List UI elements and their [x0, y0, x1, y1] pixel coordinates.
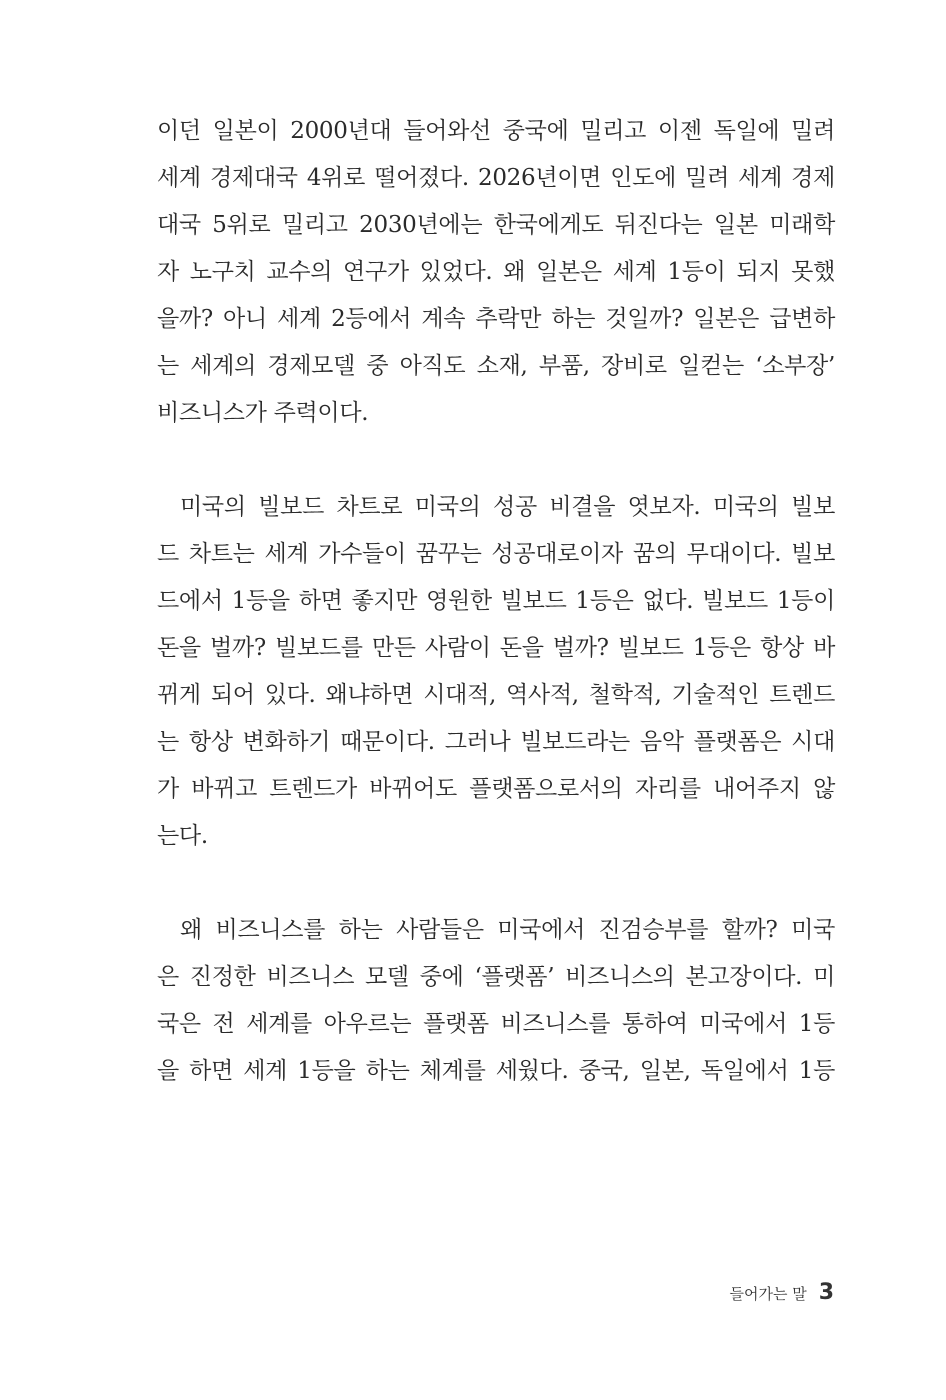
paragraph-gap [157, 860, 835, 907]
text-line: 뀌게 되어 있다. 왜냐하면 시대적, 역사적, 철학적, 기술적인 트렌드 [157, 682, 835, 708]
paragraph-1 [157, 108, 835, 437]
text-line: 는다. [157, 823, 208, 849]
text-line: 비즈니스가 주력이다. [157, 400, 369, 426]
page-number: 3 [818, 1280, 834, 1305]
text-line: 을 하면 세계 1등을 하는 체계를 세웠다. 중국, 일본, 독일에서 1등 [157, 1058, 835, 1084]
text-line: 세계 경제대국 4위로 떨어졌다. 2026년이면 인도에 밀려 세계 경제 [157, 165, 835, 191]
body-text [157, 108, 835, 1095]
text-line: 가 바뀌고 트렌드가 바뀌어도 플랫폼으로서의 자리를 내어주지 않 [157, 776, 835, 802]
text-line: 이던 일본이 2000년대 들어와선 중국에 밀리고 이젠 독일에 밀려 [157, 118, 835, 144]
text-line: 미국의 빌보드 차트로 미국의 성공 비결을 엿보자. 미국의 빌보 [180, 494, 835, 520]
paragraph-gap [157, 437, 835, 484]
text-line: 을까? 아니 세계 2등에서 계속 추락만 하는 것일까? 일본은 급변하 [157, 306, 835, 332]
text-line: 왜 비즈니스를 하는 사람들은 미국에서 진검승부를 할까? 미국 [180, 917, 835, 943]
page-footer [729, 1280, 834, 1314]
text-line: 돈을 벌까? 빌보드를 만든 사람이 돈을 벌까? 빌보드 1등은 항상 바 [157, 635, 835, 661]
text-line: 드에서 1등을 하면 좋지만 영원한 빌보드 1등은 없다. 빌보드 1등이 [157, 588, 835, 614]
text-line: 국은 전 세계를 아우르는 플랫폼 비즈니스를 통하여 미국에서 1등 [157, 1011, 835, 1037]
text-line: 드 차트는 세계 가수들이 꿈꾸는 성공대로이자 꿈의 무대이다. 빌보 [157, 541, 835, 567]
text-line: 은 진정한 비즈니스 모델 중에 ‘플랫폼’ 비즈니스의 본고장이다. 미 [157, 964, 835, 990]
paragraph-3 [157, 907, 835, 1095]
text-line: 대국 5위로 밀리고 2030년에는 한국에게도 뒤진다는 일본 미래학 [157, 212, 835, 238]
text-line: 는 세계의 경제모델 중 아직도 소재, 부품, 장비로 일컫는 ‘소부장’ [157, 353, 835, 379]
running-section-title: 들어가는 말 [729, 1285, 807, 1303]
text-line: 자 노구치 교수의 연구가 있었다. 왜 일본은 세계 1등이 되지 못했 [157, 259, 835, 285]
paragraph-2 [157, 484, 835, 860]
text-line: 는 항상 변화하기 때문이다. 그러나 빌보드라는 음악 플랫폼은 시대 [157, 729, 835, 755]
